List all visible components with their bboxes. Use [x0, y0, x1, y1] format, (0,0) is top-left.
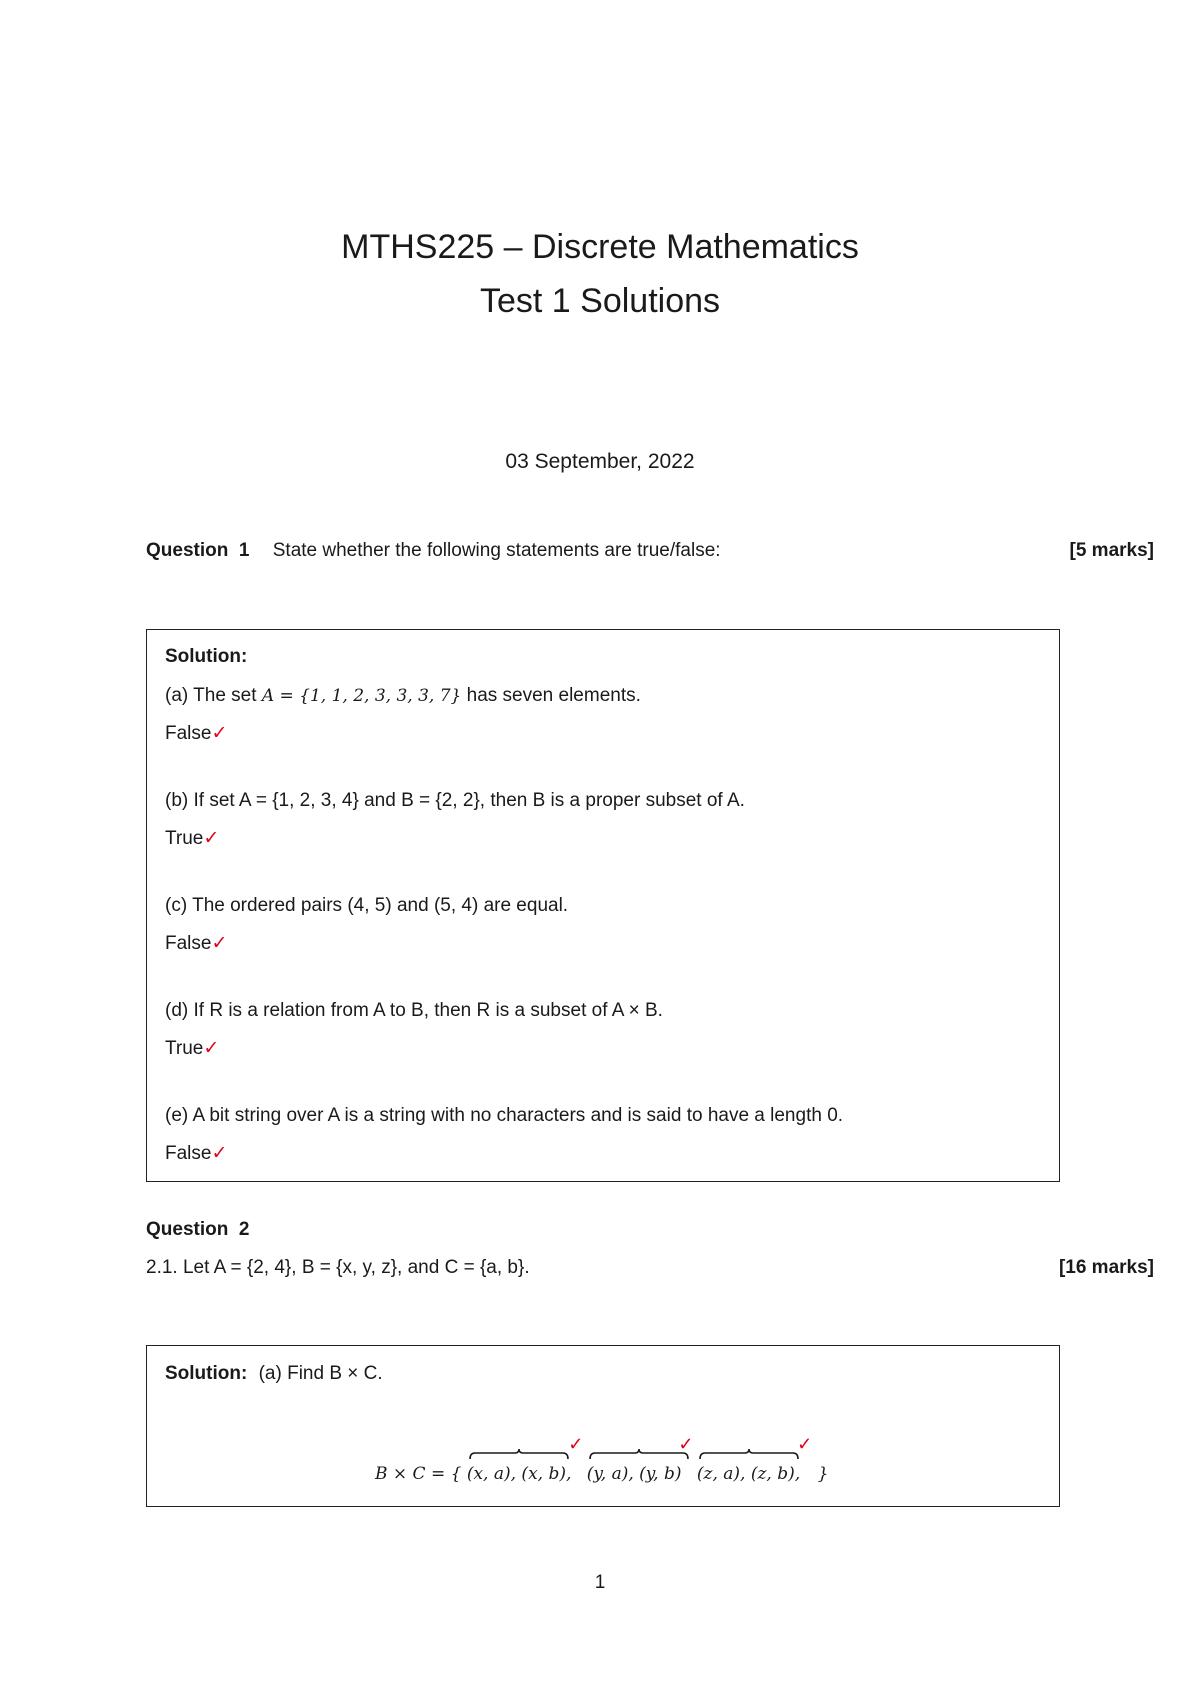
overbrace-icon	[589, 1448, 689, 1460]
product-group-y	[586, 1434, 694, 1484]
answer-a-text: False	[165, 723, 212, 744]
answer-d	[165, 1038, 219, 1061]
product-group-x-text: (x, a), (x, b),	[466, 1464, 572, 1484]
solution-2-heading	[165, 1363, 383, 1386]
product-group-z-text: (z, a), (z, b),	[696, 1464, 801, 1484]
answer-a	[165, 723, 227, 746]
overbrace-icon	[469, 1448, 569, 1460]
document-subtitle: Test 1 Solutions	[479, 282, 721, 320]
question-1-solution-box	[146, 629, 1060, 1182]
statement-e: (e) A bit string over A is a string with no characters and is said to have a length 0.	[165, 1105, 844, 1126]
answer-d-text: True	[165, 1038, 204, 1059]
answer-b	[165, 828, 219, 851]
product-lhs: B × C = {	[375, 1464, 462, 1484]
page-number: 1	[594, 1572, 606, 1593]
statement-d: (d) If R is a relation from A to B, then R is a subset of A × B.	[165, 1000, 663, 1021]
check-mark-icon: ✓	[678, 1434, 694, 1455]
check-mark-icon: ✓	[568, 1434, 584, 1455]
solution-2-label: Solution:	[165, 1363, 248, 1384]
product-group-z	[696, 1434, 813, 1484]
statement-a-math: A = {1, 1, 2, 3, 3, 3, 7}	[261, 686, 462, 706]
solution-label: Solution:	[165, 646, 248, 667]
question-2-label: Question 2	[146, 1219, 250, 1240]
question-1-marks: [5 marks]	[1069, 540, 1154, 561]
check-mark-icon: ✓	[797, 1434, 813, 1455]
question-2-solution-box	[146, 1345, 1060, 1507]
statement-c: (c) The ordered pairs (4, 5) and (5, 4) are equal.	[165, 895, 569, 916]
check-mark-icon: ✓	[211, 933, 228, 954]
overbrace-icon	[699, 1448, 799, 1460]
question-2-part: 2.1. Let A = {2, 4}, B = {x, y, z}, and C = {a, b}.	[146, 1257, 530, 1278]
check-mark-icon: ✓	[211, 723, 228, 744]
statement-b: (b) If set A = {1, 2, 3, 4} and B = {2, 2}, then B is a proper subset of A.	[165, 790, 745, 811]
check-mark-icon: ✓	[203, 1038, 220, 1059]
solution-2-task: (a) Find B × C.	[258, 1363, 383, 1384]
question-1-header	[146, 540, 721, 563]
answer-c-text: False	[165, 933, 212, 954]
question-1-prompt: State whether the following statements are true/false:	[272, 540, 721, 561]
product-group-y-text: (y, a), (y, b)	[586, 1464, 682, 1484]
statement-a-pre: (a) The set	[165, 685, 262, 706]
statement-a	[165, 685, 641, 708]
check-mark-icon: ✓	[203, 828, 220, 849]
cartesian-product-equation	[375, 1434, 829, 1484]
answer-e-text: False	[165, 1143, 212, 1164]
course-title: MTHS225 – Discrete Mathematics	[341, 228, 859, 266]
document-date: 03 September, 2022	[505, 450, 695, 473]
product-rhs: }	[817, 1464, 829, 1484]
answer-e	[165, 1143, 227, 1166]
question-2-marks: [16 marks]	[1058, 1257, 1154, 1278]
statement-a-post: has seven elements.	[461, 685, 641, 706]
answer-b-text: True	[165, 828, 204, 849]
check-mark-icon: ✓	[211, 1143, 228, 1164]
answer-c	[165, 933, 227, 956]
product-group-x	[466, 1434, 584, 1484]
question-1-label: Question 1	[146, 540, 250, 561]
